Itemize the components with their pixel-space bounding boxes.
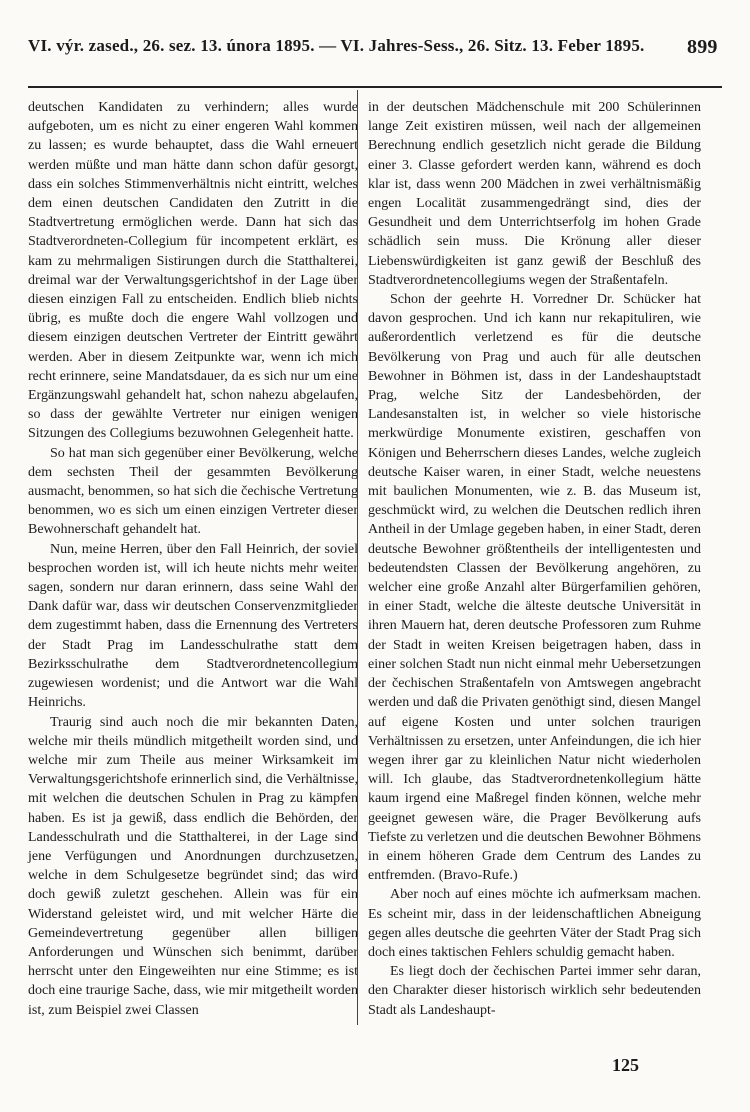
paragraph: Aber noch auf eines möchte ich aufmerksam machen. Es scheint mir, dass in der leidenschaftlichen Abneigung gegen alles deutsche die geehrten Väter der Stadt Prag sich doch eines taktischen Fehlers schuldig gemacht haben. xyxy=(368,887,701,960)
page-header xyxy=(28,30,722,70)
paragraph: Nun, meine Herren, über den Fall Heinrich, der soviel besprochen worden ist, will ich heute nichts mehr weiter sagen, sondern nur daran erinnern, dass seine Wahl der Dank dafür war, dass wir deutschen Conservenzmitglieder dem zugestimmt haben, dass die Ernennung des Vertreters der Stadt Prag im Landesschulrathe statt dem Bezirksschulrathe dem Stadtverordnetencollegium zugewiesen wordenist; und die Antwort war die Wahl Heinrichs. xyxy=(28,541,358,711)
paragraph: Es liegt doch der čechischen Partei immer sehr daran, den Charakter dieser historisch wirklich sehr bedeutenden Stadt als Landeshaupt- xyxy=(368,964,701,1018)
paragraph: So hat man sich gegenüber einer Bevölkerung, welche dem sechsten Theil der gesammten Bevölkerung ausmacht, benommen, so hat sich die čechische Vertretung benommen, wo es sich um einen einzigen Vertreter dieser Bewohnerschaft gehandelt hat. xyxy=(28,445,358,538)
paragraph: Traurig sind auch noch die mir bekannten Daten, welche mir theils mündlich mitgetheilt worden sind, und welche mir zum Theile aus meiner Wirksamkeit im Verwaltungsgerichtshofe erinnerlich sind, die Verhältnisse, mit welchen die deutschen Schulen in Prag zu kämpfen haben. Es ist ja gewiß, dass endlich die Behörden, der Landesschulrath und die Statthalterei, in der Lage sind jene Verfügungen und Anordnungen durchzusetzen, welche in dem Schulgesetze begründet sind; das wird doch gewiß zuletzt geschehen. Allein was für ein Widerstand geleistet wird, und mit welcher Härte die Gemeindevertretung gegenüber allen billigen Anforderungen und Wünschen sich benimmt, darüber herrscht unter den Eingeweihten nur eine Stimme; es ist doch eine traurige Sache, dass, wie mir mitgetheilt worden ist, zum Beispiel zwei Classen xyxy=(28,714,358,1018)
paragraph: deutschen Kandidaten zu verhindern; alles wurde aufgeboten, um es nicht zu einer engeren Wahl kommen zu lassen; es wurde behauptet, dass die Wahl erneuert werden müßte und man hätte dann schon dafür gesorgt, dass ein solches Stimmenverhältnis nicht eintritt, welches dem einen deutschen Candidaten den Zutritt in die Stadtvertretung ermöglichen werde. Dann hat sich das Stadtverordneten-Collegium für incompetent erklärt, es kam zu mehrmaligen Sistirungen durch die Statthalterei, dreimal war der Verwaltungsgerichtshof in der Lage über diesen einzigen Fall zu entscheiden. Endlich blieb nichts übrig, es mußte doch die engere Wahl vollzogen und diesem einzigen deutschen Vertreter der Eintritt gewährt werden. Aber in diesem Zeitpunkte war, wenn ich mich recht erinnere, seine Mandatsdauer, da es sich nur um eine Ergänzungswahl gehandelt hat, schon nahezu abgelaufen, so dass der gewählte Vertreter nur einigen wenigen Sitzungen des Collegiums bezuwohnen Gelegenheit hatte. xyxy=(28,100,358,442)
header-rule xyxy=(28,86,722,88)
footer-page-number: 125 xyxy=(612,1055,639,1075)
left-column xyxy=(28,98,358,1020)
paragraph: Schon der geehrte H. Vorredner Dr. Schücker hat davon gesprochen. Und ich kann nur rekapituliren, wie außerordentlich verletzend es für die deutsche Bevölkerung von Prag und auch für alle deutschen Bewohner in Böhmen ist, dass in der Landeshauptstadt Prag, welche Sitz der Landesbehörden, der Landesanstalten ist, in welcher so viele historische merkwürdige Monumente existiren, geschaffen von Königen und Beherrschern dieses Landes, welche zugleich deutsche Kaiser waren, in einer Stadt, welche neuestens mit baulichen Monumenten, wie z. B. das Museum ist, geschmückt wird, zu welchen die Deutschen redlich ihren Antheil in der Umlage gegeben haben, in einer Stadt, deren deutsche Bewohner größtentheils der intelligentesten und bedeutendsten Classen der Bevölkerung angehören, zu welcher eine große Anzahl alter Bürgerfamilien gehören, in einer Stadt, welche die älteste deutsche Universität in ihren Mauern hat, deren deutsche Professoren zum Ruhme der Stadt in weiten Kreisen beigetragen haben, dass in einer solchen Stadt nun nicht einmal mehr Uebersetzungen der čechischen Straßentafeln von Amtswegen angebracht werden und daß die Privaten genöthigt sind, diesen Mangel auf eigene Kosten und unter solchen traurigen Verhältnissen zu ersetzen, unter Anfeindungen, die ich hier wegen ihrer gar zu kleinlichen Natur nicht wiederholen will. Ich glaube, das Stadtverordnetenkollegium hätte kaum irgend eine Maßregel finden können, welche mehr geeignet gewesen wäre, die Prager Bevölkerung aufs Tiefste zu verletzen und die deutschen Bewohner Böhmens in einem höheren Grade dem Centrum des Landes zu entfremden. (Bravo-Rufe.) xyxy=(368,292,701,884)
column-divider xyxy=(357,90,358,1025)
paragraph: in der deutschen Mädchenschule mit 200 Schülerinnen lange Zeit existiren müssen, weil nach der allgemeinen Berechnung endlich gesetzlich nicht gerade die Bildung einer 3. Classe gefordert werden kann, während es doch klar ist, dass wenn 200 Mädchen in zwei verhältnismäßig engen Localität zusammengedrängt sind, dies der Gesundheit und dem Unterrichtserfolg im hohen Grade schädlich sein muss. Die Krönung aller dieser Liebenswürdigkeiten ist ganz gewiß der Beschluß des Stadtverordnetencollegiums wegen der Straßentafeln. xyxy=(368,100,701,288)
right-column xyxy=(368,98,701,1020)
header-title: VI. výr. zased., 26. sez. 13. února 1895. — VI. Jahres-Sess., 26. Sitz. 13. Feber 1895. xyxy=(28,36,645,55)
header-page-number: 899 xyxy=(687,36,718,58)
